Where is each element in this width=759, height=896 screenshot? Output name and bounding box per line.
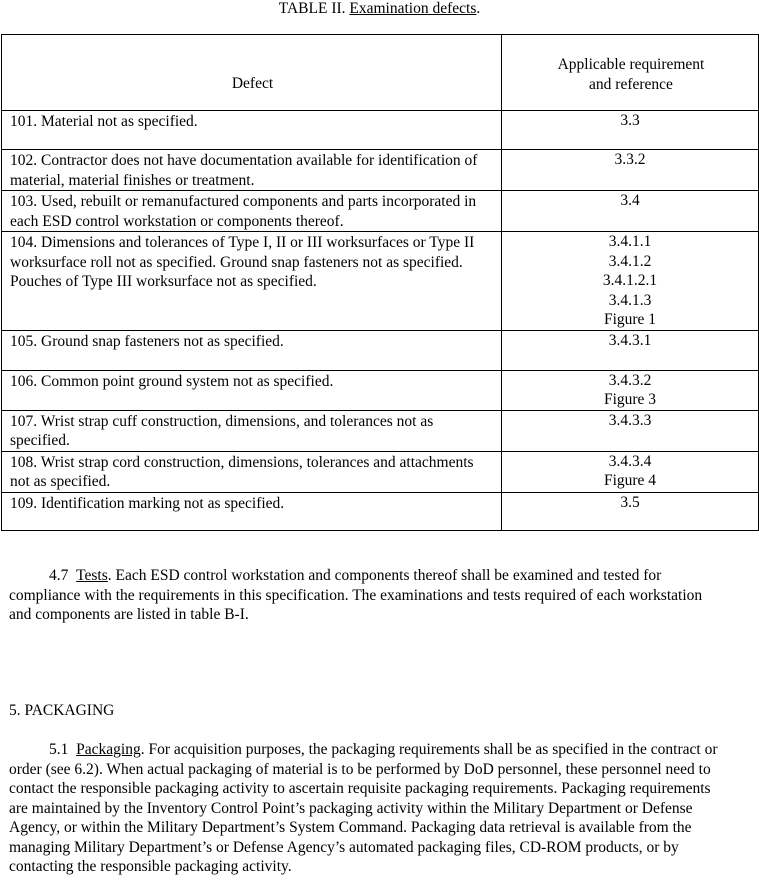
table-caption-title: Examination defects [349, 0, 477, 17]
defect-cell: 106. Common point ground system not as specified. [2, 370, 502, 410]
table-caption-prefix: TABLE II. [278, 0, 346, 17]
section-4-7-number: 4.7 [49, 567, 69, 584]
defect-cell: 109. Identification marking not as specified. [2, 492, 502, 530]
requirement-cell: 3.3 [502, 111, 759, 150]
defect-cell: 103. Used, rebuilt or remanufactured components and parts incorporated in each ESD control workstation or components thereof. [2, 191, 502, 232]
defect-column-header: Defect [2, 35, 502, 111]
section-4-7-body: . Each ESD control workstation and components thereof shall be examined and tested for compliance with the requirements in this specification. The examinations and tests required of each workstation and components are listed in table B-I. [9, 567, 703, 623]
defect-cell: 101. Material not as specified. [2, 111, 502, 150]
defect-cell: 105. Ground snap fasteners not as specified. [2, 330, 502, 370]
table-row [2, 451, 759, 492]
requirement-cell: 3.5 [502, 492, 759, 530]
table-row [2, 410, 759, 451]
defect-cell: 104. Dimensions and tolerances of Type I, II or III worksurfaces or Type II worksurface roll not as specified. Ground snap fasteners not as specified. Pouches of Type III worksurface not as specified. [2, 232, 502, 331]
table-header-row [2, 35, 759, 111]
table-caption-suffix: . [476, 0, 481, 17]
defect-cell: 102. Contractor does not have documentation available for identification of material, material finishes or treatment. [2, 150, 502, 191]
section-4-7-title: Tests [76, 567, 108, 584]
table-row [2, 370, 759, 410]
requirement-cell: 3.3.2 [502, 150, 759, 191]
table-row [2, 150, 759, 191]
defect-cell: 107. Wrist strap cuff construction, dimensions, and tolerances not as specified. [2, 410, 502, 451]
requirement-cell: 3.4.3.3 [502, 410, 759, 451]
section-5-1-number: 5.1 [49, 741, 69, 758]
requirement-cell: 3.4.3.4 Figure 4 [502, 451, 759, 492]
section-5-1-title: Packaging [76, 741, 141, 758]
requirement-cell: 3.4 [502, 191, 759, 232]
section-4-7-paragraph [9, 566, 724, 625]
section-5-heading: 5. PACKAGING [9, 702, 115, 719]
section-5-1-paragraph [9, 740, 724, 877]
requirement-column-header: Applicable requirement and reference [502, 35, 759, 111]
defect-cell: 108. Wrist strap cord construction, dimensions, tolerances and attachments not as specified. [2, 451, 502, 492]
requirement-cell: 3.4.1.1 3.4.1.2 3.4.1.2.1 3.4.1.3 Figure 1 [502, 232, 759, 331]
requirement-cell: 3.4.3.1 [502, 330, 759, 370]
section-5-1-body: . For acquisition purposes, the packaging requirements shall be as specified in the contract or order (see 6.2). When actual packaging of material is to be performed by DoD personnel, these personnel need to contact the responsible packaging activity to ascertain requisite packaging requirements. Packaging requirements are maintained by the Inventory Control Point’s packaging activity within the Military Department or Defense Agency, or within the Military Department’s System Command. Packaging data retrieval is available from the managing Military Department’s or Defense Agency’s automated packaging files, CD-ROM products, or by contacting the responsible packaging activity. [9, 741, 718, 875]
requirement-cell: 3.4.3.2 Figure 3 [502, 370, 759, 410]
table-row [2, 232, 759, 331]
table-row [2, 111, 759, 150]
table-row [2, 191, 759, 232]
table-caption [0, 0, 759, 18]
examination-defects-table [1, 34, 759, 531]
table-row [2, 492, 759, 530]
table-row [2, 330, 759, 370]
